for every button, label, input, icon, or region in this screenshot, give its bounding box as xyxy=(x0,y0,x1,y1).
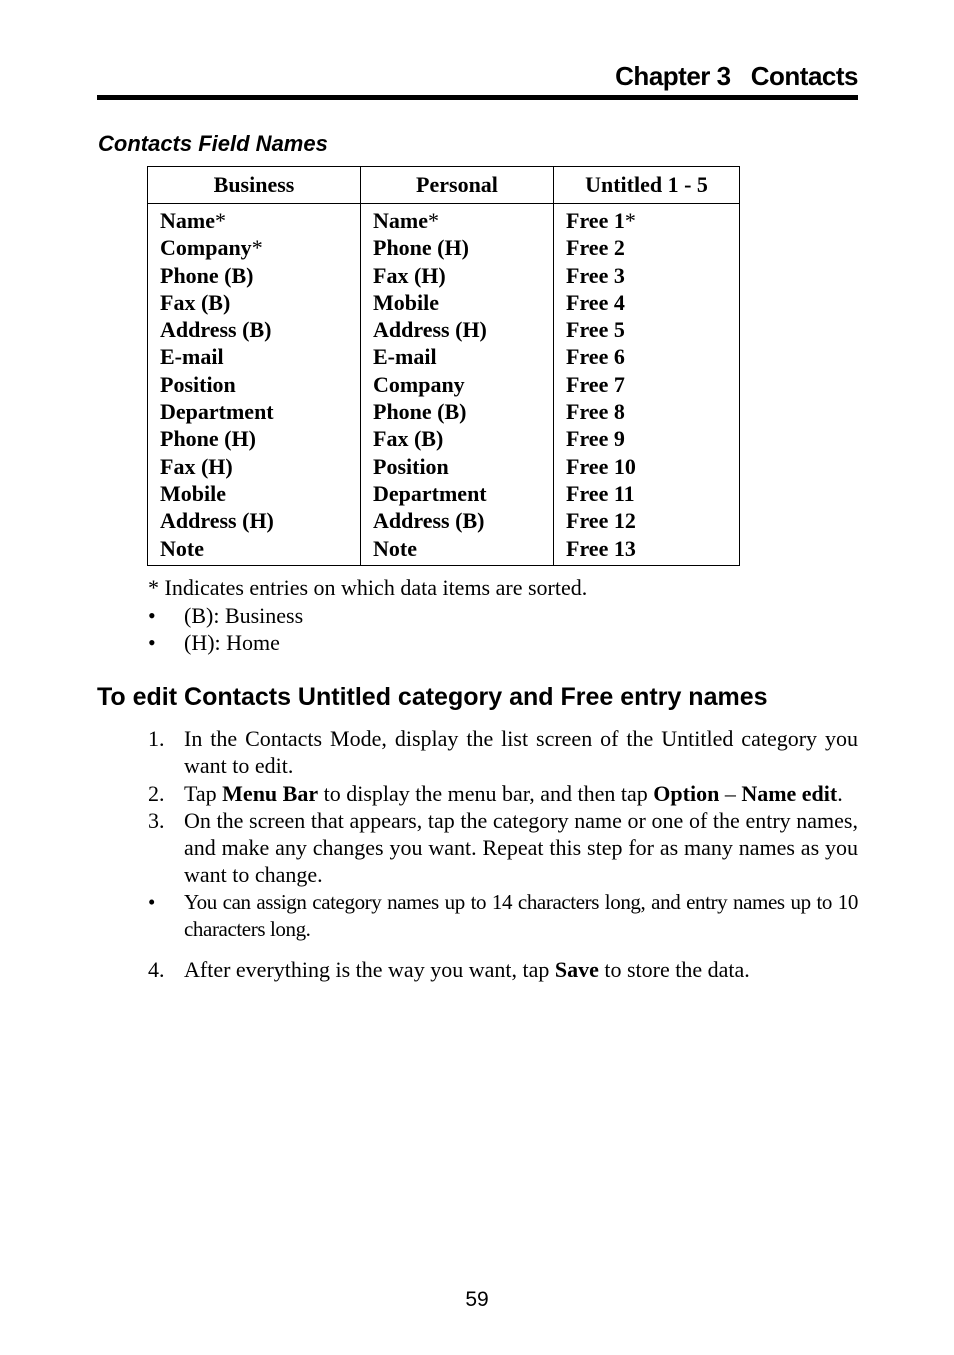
table-header-row xyxy=(148,167,740,204)
personal-field: Position xyxy=(373,453,449,479)
menu-bar-term: Menu Bar xyxy=(222,780,319,806)
step-3 xyxy=(148,807,858,889)
business-field: E-mail xyxy=(160,344,224,370)
procedure-steps xyxy=(148,725,858,984)
step-number: 1. xyxy=(148,726,165,751)
bullet-mark: • xyxy=(148,889,155,914)
column-header-personal: Personal xyxy=(361,167,554,204)
step-number: 3. xyxy=(148,807,165,833)
step-bullet xyxy=(148,889,858,944)
business-field: Address (B) xyxy=(160,317,272,343)
step-text: After everything is the way you want, tap Save to store the data. xyxy=(184,957,750,983)
untitled-field: Free 3 xyxy=(566,262,625,288)
header-title: Contacts xyxy=(750,61,858,91)
business-field: Phone (B) xyxy=(160,262,254,288)
untitled-field: Free 9 xyxy=(566,426,625,452)
business-field: Note xyxy=(160,535,204,561)
personal-field: E-mail xyxy=(373,344,437,370)
untitled-field: Free 8 xyxy=(566,399,625,425)
business-field: Mobile xyxy=(160,480,226,506)
procedure-heading: To edit Contacts Untitled category and Free entry names xyxy=(97,683,768,711)
untitled-field: Free 10 xyxy=(566,453,636,479)
column-header-business: Business xyxy=(148,167,361,204)
untitled-field: Free 6 xyxy=(566,344,625,370)
step-4 xyxy=(148,956,858,983)
business-field: Fax (H) xyxy=(160,453,233,479)
step-text: On the screen that appears, tap the category name or one of the entry names, and make any changes you want. Repeat this step for as many names as you want to change. xyxy=(184,807,858,888)
personal-field: Mobile xyxy=(373,289,439,315)
business-field: Department xyxy=(160,399,274,425)
business-field: Address (H) xyxy=(160,508,274,534)
personal-field: Phone (B) xyxy=(373,399,467,425)
personal-field: Fax (H) xyxy=(373,262,446,288)
bullet-text: You can assign category names up to 14 characters long, and entry names up to 10 characters long. xyxy=(184,889,858,942)
header-text xyxy=(615,61,858,92)
section-title: Contacts Field Names xyxy=(98,131,328,156)
step-text: Tap Menu Bar to display the menu bar, and then tap Option – Name edit. xyxy=(184,780,843,806)
step-number: 4. xyxy=(148,957,165,983)
column-header-untitled: Untitled 1 - 5 xyxy=(554,167,740,204)
personal-field: Note xyxy=(373,535,417,561)
personal-column xyxy=(361,204,554,566)
untitled-field: Free 12 xyxy=(566,508,636,534)
personal-field-name: Name* xyxy=(373,208,439,233)
business-field: Fax (B) xyxy=(160,289,231,315)
name-edit-term: Name edit xyxy=(741,780,838,806)
step-number: 2. xyxy=(148,780,165,806)
header-chapter: Chapter 3 xyxy=(615,61,731,91)
business-field: Phone (H) xyxy=(160,426,256,452)
step-1 xyxy=(148,725,858,780)
untitled-field-free1: Free 1* xyxy=(566,208,636,233)
sorted-note: * Indicates entries on which data items are sorted. xyxy=(148,575,588,600)
personal-field: Department xyxy=(373,480,487,506)
business-field-company: Company* xyxy=(160,235,263,261)
untitled-field: Free 5 xyxy=(566,317,625,343)
field-names-table xyxy=(147,166,740,566)
business-field: Position xyxy=(160,371,236,397)
business-column xyxy=(148,204,361,566)
note-bullet-home: • (H): Home xyxy=(148,629,587,657)
untitled-field: Free 13 xyxy=(566,535,636,561)
untitled-field: Free 4 xyxy=(566,289,625,315)
table-notes xyxy=(148,574,587,657)
personal-field: Address (H) xyxy=(373,317,487,343)
table-row xyxy=(148,204,740,566)
personal-field: Phone (H) xyxy=(373,235,469,261)
save-term: Save xyxy=(554,957,599,983)
personal-field: Fax (B) xyxy=(373,426,444,452)
business-field-name: Name* xyxy=(160,208,226,233)
step-2 xyxy=(148,780,858,807)
note-bullet-business: • (B): Business xyxy=(148,602,587,630)
untitled-field: Free 2 xyxy=(566,235,625,261)
step-text: In the Contacts Mode, display the list screen of the Untitled category you want to edit. xyxy=(184,726,858,779)
untitled-field: Free 11 xyxy=(566,480,635,506)
page-number: 59 xyxy=(465,1288,489,1311)
personal-field: Company xyxy=(373,371,465,397)
personal-field: Address (B) xyxy=(373,508,485,534)
page-header xyxy=(97,60,858,100)
untitled-field: Free 7 xyxy=(566,371,625,397)
untitled-column xyxy=(554,204,740,566)
option-term: Option xyxy=(653,780,720,806)
